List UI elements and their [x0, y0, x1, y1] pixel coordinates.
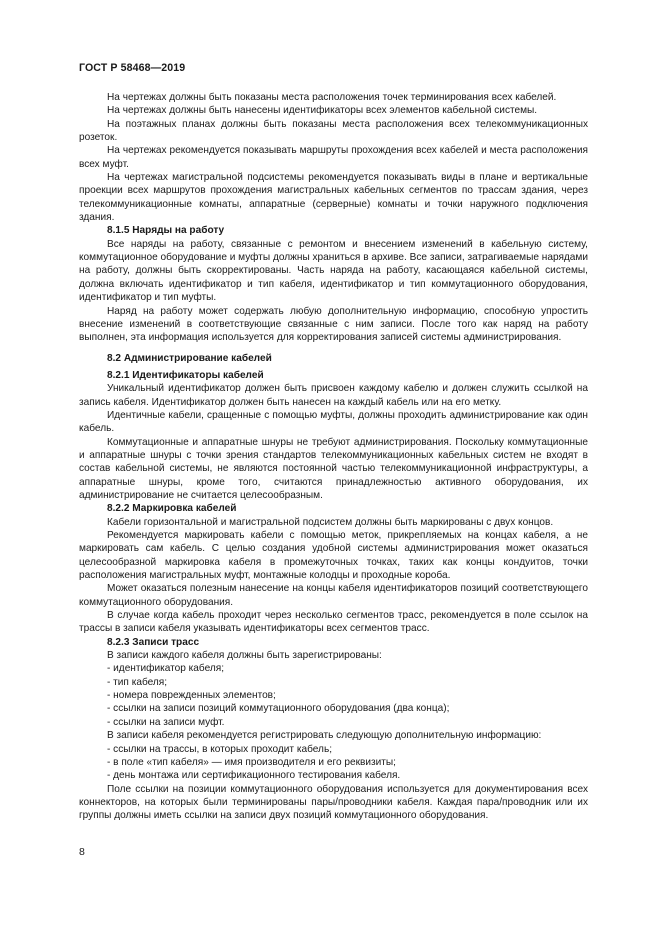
paragraph: Рекомендуется маркировать кабели с помощью меток, прикрепляемых на концах кабеля, а не маркировать сам кабель. С целью создания удобной системы администрирования может оказаться целесообразной маркировка кабеля в промежуточных точках, таких как концы кондуитов, точки расположения магистральных муфт, монтажные колодцы и проходные короба.: [79, 530, 588, 582]
paragraph: Идентичные кабели, сращенные с помощью муфты, должны проходить администрирование как один кабель.: [79, 409, 588, 435]
list-item: - ссылки на трассы, в которых проходит кабель;: [107, 743, 333, 755]
paragraph: Кабели горизонтальной и магистральной подсистем должны быть маркированы с двух концов.: [107, 516, 554, 528]
list-item: - номера поврежденных элементов;: [107, 690, 276, 702]
document-header: ГОСТ Р 58468—2019: [79, 62, 186, 74]
paragraph: В записи каждого кабеля должны быть зарегистрированы:: [107, 650, 382, 662]
page-number: 8: [79, 846, 85, 858]
section-heading-8-2-2: 8.2.2 Маркировка кабелей: [107, 503, 237, 515]
list-item: - ссылки на записи муфт.: [107, 716, 225, 728]
paragraph: На чертежах рекомендуется показывать маршруты прохождения всех кабелей и места расположения всех муфт.: [79, 145, 588, 170]
section-heading-8-2: 8.2 Администрирование кабелей: [107, 352, 272, 364]
paragraph: На поэтажных планах должны быть показаны места расположения всех телекоммуникационных розеток.: [79, 118, 588, 144]
list-item: - день монтажа или сертификационного тестирования кабеля.: [107, 770, 401, 782]
paragraph: В записи кабеля рекомендуется регистрировать следующую дополнительную информацию:: [107, 730, 542, 742]
section-heading-8-2-1: 8.2.1 Идентификаторы кабелей: [107, 369, 264, 381]
paragraph: На чертежах должны быть показаны места расположения точек терминирования всех кабелей.: [107, 92, 557, 103]
paragraph: Наряд на работу может содержать любую дополнительную информацию, способную упростить внесение изменений в соответствующие связанные с ним записи. После того как наряд на работу выполнен, эта информация используется для корректирования записей системы администрирования.: [79, 305, 588, 344]
list-item: - ссылки на записи позиций коммутационного оборудования (два конца);: [107, 703, 450, 715]
list-item: - идентификатор кабеля;: [107, 663, 225, 675]
paragraph: Коммутационные и аппаратные шнуры не требуют администрирования. Поскольку коммутационные и аппаратные шнуры с точки зрения стандартов телекоммуникационных кабельных систем не входят в состав кабельной системы, не являются постоянной частью телекоммуникационной инфраструктуры, а аппаратные шнуры, кроме того, считаются принадлежностью активного оборудования, их администрирование не считается целесообразным.: [79, 436, 588, 501]
paragraph: Может оказаться полезным нанесение на концы кабеля идентификаторов позиций соответствующего коммутационного оборудования.: [79, 583, 588, 608]
section-heading-8-2-3: 8.2.3 Записи трасс: [107, 636, 200, 648]
paragraph: Поле ссылки на позиции коммутационного оборудования используется для документирования всех коннекторов, на которых были терминированы пары/проводники кабеля. Каждая пара/проводник или их группы должны иметь ссылки на записи двух позиций коммутационного оборудования.: [79, 783, 588, 822]
paragraph: На чертежах магистральной подсистемы рекомендуется показывать виды в плане и вертикальные проекции всех маршрутов прохождения магистральных кабельных сегментов по трассам здания, через телекоммуникационные комнаты, аппаратные (серверные) комнаты и точки наружного подключения здания.: [79, 172, 588, 224]
paragraph: Уникальный идентификатор должен быть присвоен каждому кабелю и должен служить ссылкой на запись кабеля. Идентификатор должен быть нанесен на каждый кабель или на его метку.: [79, 383, 588, 408]
list-item: - тип кабеля;: [107, 676, 168, 688]
section-heading-8-1-5: 8.1.5 Наряды на работу: [107, 225, 225, 237]
list-item: - в поле «тип кабеля» — имя производителя и его реквизиты;: [107, 756, 396, 768]
paragraph: В случае когда кабель проходит через несколько сегментов трасс, рекомендуется в поле ссылок на трассы в записи кабеля указывать идентификаторы всех сегментов трасс.: [79, 610, 588, 635]
paragraph: На чертежах должны быть нанесены идентификаторы всех элементов кабельной системы.: [107, 105, 538, 117]
paragraph: Все наряды на работу, связанные с ремонтом и внесением изменений в кабельную систему, коммутационное оборудование и муфты должны храниться в архиве. Все записи, затрагиваемые нарядами на работу, должны быть скорректированы. Часть наряда на работу, касающаяся кабельной системы, должна включать идентификатор и тип кабеля, идентификатор и тип коммутационного оборудования, идентификатор и тип муфты.: [79, 238, 588, 304]
document-body: [79, 91, 588, 823]
